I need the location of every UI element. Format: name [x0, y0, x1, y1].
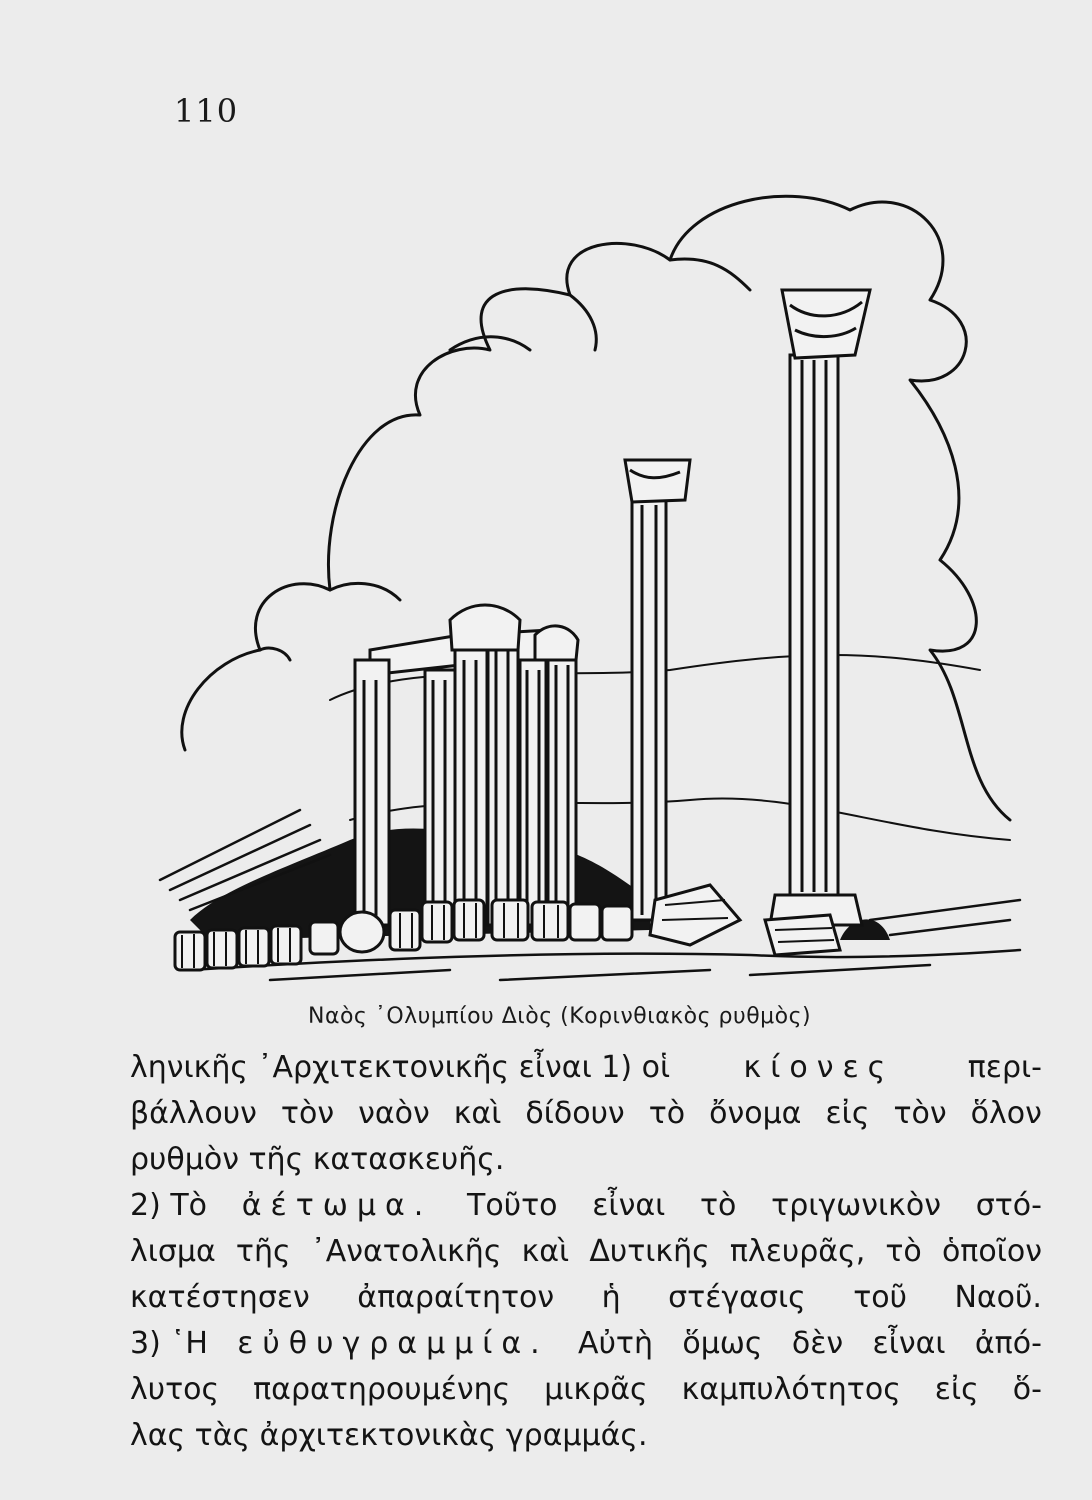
word: τὸ [648, 1096, 686, 1131]
fallen-drum [310, 922, 338, 954]
text-line [130, 1137, 1042, 1183]
text-line [130, 1413, 1042, 1459]
fallen-drum [340, 912, 384, 952]
cloud-outline [182, 196, 1010, 820]
word: εἰς [825, 1096, 870, 1131]
word: δὲν [791, 1326, 844, 1361]
column [488, 640, 518, 925]
word: Τοῦτο [467, 1188, 558, 1223]
fallen-drum [390, 910, 420, 950]
word: ἀπαραίτητον [357, 1280, 555, 1315]
word: βάλλουν [130, 1096, 257, 1131]
text-segment: ληνικῆς ᾿Αρχιτεκτονικῆς εἶναι 1) οἱ [130, 1050, 671, 1085]
column [520, 660, 546, 925]
fallen-drum [175, 932, 205, 970]
word: ὄνομα [709, 1096, 802, 1131]
page-number: 110 [174, 92, 239, 130]
text-segment: ρυθμὸν τῆς κατασκευῆς. [130, 1142, 505, 1177]
word: μικρᾶς [544, 1372, 648, 1407]
text-line [130, 1321, 1042, 1367]
word: τὸ [885, 1234, 922, 1269]
word: εἰς [934, 1372, 979, 1407]
column [355, 660, 389, 925]
word: τοῦ [853, 1280, 907, 1315]
word: λυτος [130, 1372, 220, 1407]
word: τὸν [280, 1096, 335, 1131]
word: 2) Τὸ [130, 1188, 208, 1223]
fallen-drum [602, 906, 632, 940]
word: κατέστησεν [130, 1280, 310, 1315]
word: ἡ [601, 1280, 621, 1315]
fallen-drum [239, 928, 269, 966]
text-line [130, 1229, 1042, 1275]
body-text [130, 1045, 1042, 1459]
word: τὸ [700, 1188, 737, 1223]
emphasized-term: εὐθυγραμμία. [237, 1326, 549, 1361]
word: καὶ [453, 1096, 502, 1131]
word: δίδουν [525, 1096, 625, 1131]
text-line [130, 1045, 1042, 1091]
word: καμπυλότητος [681, 1372, 901, 1407]
text-line [130, 1275, 1042, 1321]
column [455, 650, 487, 925]
word: Αὐτὴ [578, 1326, 654, 1361]
fallen-drum [454, 900, 484, 940]
fallen-drum [422, 902, 452, 942]
word: ὅλον [970, 1096, 1042, 1131]
word: ὅ- [1012, 1372, 1042, 1407]
corinthian-capital [782, 290, 870, 358]
word: λισμα [130, 1234, 216, 1269]
column [632, 500, 666, 920]
fallen-drum [207, 930, 237, 968]
word: ᾿Ανατολικῆς [310, 1234, 502, 1269]
word: τῆς [235, 1234, 291, 1269]
text-segment: περι- [967, 1050, 1042, 1085]
column [548, 655, 576, 925]
emphasized-term: κίονες [743, 1050, 895, 1085]
figure-caption: Ναὸς ᾿Ολυμπίου Διὸς (Κορινθιακὸς ρυθμὸς) [308, 1004, 812, 1029]
word: εἶναι [592, 1188, 666, 1223]
corinthian-capital [625, 460, 690, 502]
word: ναὸν [358, 1096, 430, 1131]
column [425, 670, 455, 925]
word: ὁποῖον [941, 1234, 1042, 1269]
word: στέγασις [668, 1280, 806, 1315]
fallen-drum [271, 926, 301, 964]
temple-of-olympian-zeus-illustration [150, 180, 1050, 990]
fallen-block [765, 915, 840, 955]
text-line [130, 1367, 1042, 1413]
word: στό- [975, 1188, 1042, 1223]
word: τὸν [893, 1096, 947, 1131]
text-line [130, 1183, 1042, 1229]
fallen-drum [570, 904, 600, 940]
word: ἀπό- [974, 1326, 1042, 1361]
word: Ναοῦ. [954, 1280, 1042, 1315]
emphasized-term: ἀέτωμα. [241, 1188, 433, 1223]
text-segment: λας τὰς ἀρχιτεκτονικὰς γραμμάς. [130, 1418, 648, 1453]
word: πλευρᾶς, [729, 1234, 866, 1269]
word: καὶ [521, 1234, 570, 1269]
text-line [130, 1091, 1042, 1137]
word: ὅμως [682, 1326, 763, 1361]
fallen-drum [532, 902, 568, 940]
word: 3) ῾Η [130, 1326, 208, 1361]
word: Δυτικῆς [589, 1234, 710, 1269]
word: παρατηρουμένης [253, 1372, 511, 1407]
word: τριγωνικὸν [771, 1188, 941, 1223]
word: εἶναι [872, 1326, 946, 1361]
fallen-drum [492, 900, 528, 940]
